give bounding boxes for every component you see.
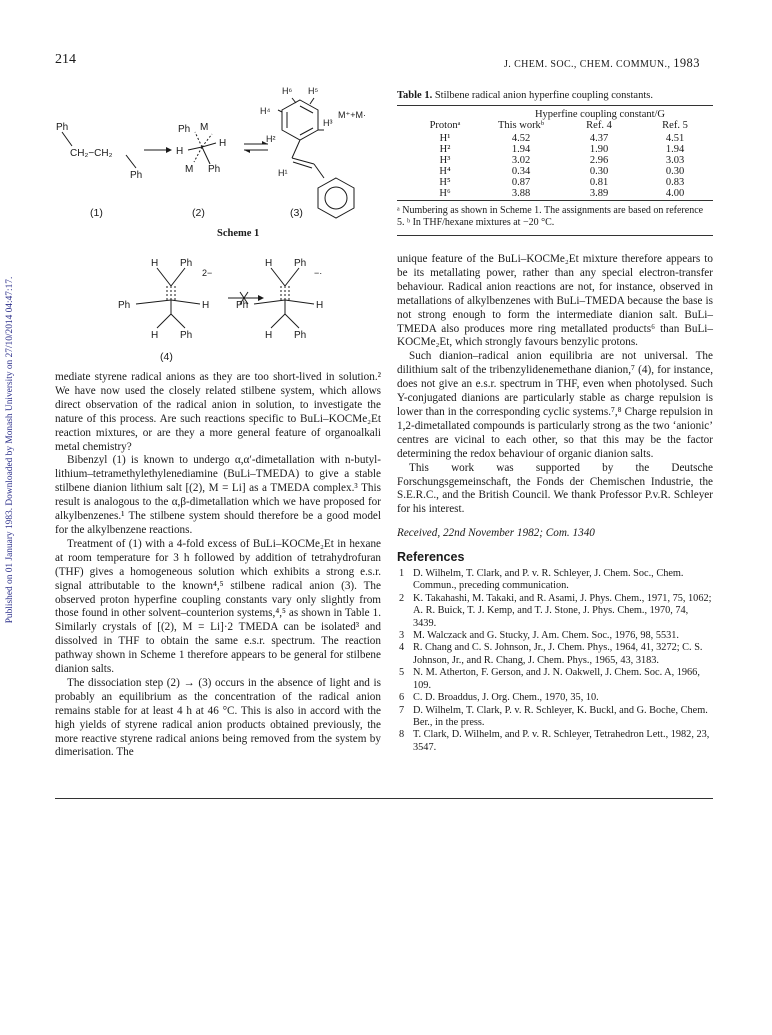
bond — [285, 314, 299, 328]
bond — [314, 164, 324, 178]
body-paragraph: Treatment of (1) with a 4-fold excess of BuLi–KOCMe₂Et in hexane at room temperature for 3 h followed by addition of tetrahydrofuran (THF) gives a homogeneous solution which exhibits a strong e.s.r. signal attributable to the known⁴,⁵ stilbene radical anion (3). The observed proton hyperfine coupling constants vary only slightly from those found in other solvent–counterion systems,⁴,⁵ as shown in Table 1. Similarly crystals of [(2), M = Li]·2 TMEDA can be isolated³ and dissolved in THF to obtain the same e.s.r. spectrum. The reaction pathway shown in Scheme 1 therefore appears to be general for stilbene dianion salts. — [55, 537, 381, 676]
h1-label: H¹ — [278, 168, 288, 178]
scheme-caption: Scheme 1 — [217, 228, 260, 239]
right-column — [397, 253, 713, 754]
bond — [310, 98, 314, 104]
table-cell: 1.94 — [511, 144, 531, 155]
body-paragraph: Such dianion–radical anion equilibria are not universal. The dilithium salt of the tribenzylidenemethane dianion,⁷ (4), for instance, does not give an e.s.r. spectrum in THF, even when photolysed. Such Y-conjugated dianions are particularly stable as charge repulsion is lower than in the corresponding cyclic systems.⁷,⁸ Charge repulsion in 1,2-dimetallated compounds is particularly strong as the two ‘anionic’ centres are vicinal to each other, so that this may be the factor determining the redox behaviour of organic dianion salts. — [397, 350, 713, 460]
m-label: M — [200, 122, 209, 133]
bond — [126, 155, 136, 168]
equilibrium-arrowhead — [244, 150, 250, 153]
table-group-header: Hyperfine coupling constant/G — [534, 109, 666, 120]
bond — [171, 314, 185, 328]
table-cell: 0.30 — [665, 166, 685, 177]
reference-number: 7 — [399, 704, 405, 716]
bond — [62, 132, 72, 146]
reference-text: D. Wilhelm, T. Clark, and P. v. R. Schleyer, J. Chem. Soc., Chem. Commun., preceding communication. — [413, 568, 684, 592]
reference-number: 5 — [399, 667, 405, 679]
h4-label: H⁴ — [260, 106, 271, 116]
running-header — [504, 56, 700, 71]
ph-label: Ph — [294, 258, 307, 269]
bond — [171, 300, 200, 304]
table-cell: H⁶ — [439, 188, 451, 199]
bond — [271, 314, 285, 328]
aromatic-circle — [325, 187, 347, 209]
ph-label: Ph — [294, 330, 307, 341]
h-label: H — [202, 300, 210, 311]
table-cell: 4.37 — [589, 133, 609, 144]
reference-item — [397, 642, 713, 667]
reference-text: C. D. Broaddus, J. Org. Chem., 1970, 35, 10. — [413, 692, 599, 704]
ph-label: Ph — [208, 164, 221, 175]
reference-number: 3 — [399, 630, 405, 642]
table-cell: 3.89 — [589, 188, 609, 199]
table-cell: H² — [439, 144, 451, 155]
h-label: H — [265, 258, 273, 269]
table-cell: 0.83 — [665, 177, 685, 188]
h-label: H — [151, 330, 159, 341]
reaction-arrowhead — [258, 295, 264, 301]
h-label: H — [176, 146, 184, 157]
benzene-ring — [318, 178, 354, 218]
bond — [157, 268, 171, 286]
reference-item — [397, 667, 713, 692]
reference-text: N. M. Atherton, F. Gerson, and J. N. Oakwell, J. Chem. Soc. A, 1966, 109. — [413, 667, 700, 691]
reference-text: M. Walczack and G. Stucky, J. Am. Chem. Soc., 1976, 98, 5531. — [413, 630, 680, 642]
page-number: 214 — [55, 52, 76, 67]
table-cell: H¹ — [439, 133, 451, 144]
received-date: Received, 22nd November 1982; Com. 1340 — [397, 527, 595, 540]
journal-year: 1983 — [673, 56, 700, 70]
ph-label: Ph — [118, 300, 131, 311]
reaction-arrowhead — [166, 147, 172, 153]
table-col-header: Protonᵃ — [429, 120, 461, 131]
table-end-rule — [397, 235, 713, 236]
counterion-label: M⁺+M· — [338, 110, 366, 120]
bond — [278, 110, 282, 112]
reference-number: 6 — [399, 692, 405, 704]
table-number: Table 1. — [397, 90, 433, 101]
ph-label: Ph — [236, 300, 249, 311]
table-cell: 4.51 — [665, 133, 685, 144]
table-col-header: Ref. 5 — [662, 120, 688, 131]
h-label: H — [265, 330, 273, 341]
table-cell: H³ — [439, 155, 451, 166]
bond — [271, 268, 285, 286]
reference-item — [397, 705, 713, 730]
table-title — [397, 90, 713, 101]
ph-label: Ph — [180, 258, 193, 269]
h3-label: H³ — [323, 118, 333, 128]
reference-item — [397, 630, 713, 642]
page-bottom-rule — [55, 798, 713, 799]
h-label: H — [316, 300, 324, 311]
reference-number: 1 — [399, 568, 405, 580]
compound-number: (1) — [90, 207, 103, 219]
bond — [188, 147, 202, 150]
bond — [136, 300, 171, 304]
table-cell: 1.90 — [589, 144, 609, 155]
h5-label: H⁵ — [308, 86, 319, 96]
table-cell: 0.81 — [589, 177, 609, 188]
bond — [157, 314, 171, 328]
scheme-1 — [52, 80, 387, 370]
compound-number: (4) — [160, 351, 173, 363]
download-watermark — [2, 230, 18, 670]
reference-item — [397, 692, 713, 704]
table-cell: 3.88 — [511, 188, 531, 199]
compound-number: (3) — [290, 207, 303, 219]
ph-label: Ph — [178, 124, 191, 135]
ph-label: Ph — [56, 122, 69, 133]
m-label: M — [185, 164, 194, 175]
bond — [195, 132, 202, 147]
left-column — [55, 371, 381, 760]
reference-item — [397, 568, 713, 593]
table-cell: H⁵ — [439, 177, 451, 188]
table-bottom-rule — [397, 200, 713, 201]
table-cell: 1.94 — [665, 144, 685, 155]
table-1 — [397, 90, 713, 236]
table-cell: 3.02 — [511, 155, 531, 166]
bond — [292, 140, 300, 158]
acknowledgements: This work was supported by the Deutsche Forschungsgemeinschaft, the Fonds der Chemischen Industrie, the S.E.R.C., and the British Council. We thank Professor P.v.R. Schleyer for his interest. — [397, 461, 713, 516]
reference-item — [397, 729, 713, 754]
references-heading: References — [397, 550, 465, 565]
table-cell: 2.96 — [589, 155, 609, 166]
references-list — [397, 568, 713, 754]
table-body — [397, 106, 713, 200]
table-cell: 3.03 — [665, 155, 685, 166]
download-watermark-text: Published on 01 January 1983. Downloaded by Monash University on 27/10/2014 04:47:17. — [5, 276, 15, 624]
table-cell: 4.52 — [511, 133, 531, 144]
scheme-1-structures — [52, 80, 387, 370]
body-paragraph: unique feature of the BuLi–KOCMe₂Et mixture therefore appears to be its metallating power, rather than any special electron-transfer behaviour. Radical anion reactions are not, for instance, observed in metallations of alkylbenzenes with BuLi–TMEDA because the base is not strong enough to form the intermediate dianion salt. BuLi–TMEDA also produces more ring metallated products⁶ than BuLi–KOCMe₂Et, which strongly favours benzylic protons. — [397, 253, 713, 349]
bond — [300, 106, 313, 113]
table-cell: 4.00 — [665, 188, 685, 199]
dianion-charge: 2− — [202, 268, 213, 278]
table-cell: H⁴ — [439, 166, 451, 177]
reference-number: 8 — [399, 729, 405, 741]
bond — [171, 268, 185, 286]
table-caption: Stilbene radical anion hyperfine coupling constants. — [432, 90, 653, 101]
bond — [285, 300, 314, 304]
reference-item — [397, 593, 713, 630]
table-cell: 0.30 — [589, 166, 609, 177]
h2-label: H² — [266, 134, 276, 144]
h-label: H — [219, 138, 227, 149]
table-col-header: Ref. 4 — [586, 120, 612, 131]
reference-number: 4 — [399, 642, 405, 654]
body-paragraph: Bibenzyl (1) is known to undergo α,α′-dimetallation with n-butyl-lithium–tetramethylethylenediamine (BuLi–TMEDA) to give a stable stilbene dianion lithium salt [(2), M = Li] as a TMEDA complex.³ This result is analogous to the α,β-dimetallation which we have proposed for alkylbenzenes.¹ The stilbene system should therefore be a good model for the alkylbenzene reactions. — [55, 454, 381, 536]
bond — [292, 98, 296, 103]
radical-anion-charge: −· — [314, 268, 323, 278]
reference-text: R. Chang and C. S. Johnson, Jr., J. Chem. Phys., 1964, 41, 3272; C. S. Johnson, Jr., and R. Chang, J. Chem. Phys., 1965, 43, 3183. — [413, 642, 703, 666]
ph-label: Ph — [130, 170, 143, 181]
body-paragraph: The dissociation step (2) → (3) occurs in the absence of light and is probably an equilibrium as the concentration of the radical anion remains stable for at least 4 h at 46 °C. This is also in accord with the high yields of styrene radical anion products obtained previously, the more reactive styrene radical anions being removed from the system by dimerisation. The — [55, 676, 381, 759]
body-paragraph: mediate styrene radical anions as they are too short-lived in solution.² We have now used the closely related stilbene system, which allows direct observation of the radical anion in solution, to investigate the nature of this process. Are such reactions specific to BuLi–KOCMe₂Et reaction mixtures, or are they a more general feature of organoalkali metal chemistry? — [55, 371, 381, 453]
bond — [285, 268, 299, 286]
h6-label: H⁶ — [282, 86, 293, 96]
table-footnote: ᵃ Numbering as shown in Scheme 1. The assignments are based on reference 5. ᵇ In THF/hexane mixtures at −20 °C. — [397, 205, 704, 228]
ph-label: Ph — [180, 330, 193, 341]
table-col-header: This workᵇ — [497, 120, 545, 131]
bond — [202, 143, 216, 147]
compound-number: (2) — [192, 207, 205, 219]
reference-text: D. Wilhelm, T. Clark, P. v. R. Schleyer, K. Buckl, and G. Boche, Chem. Ber., in the press. — [413, 704, 708, 728]
table-cell: 0.34 — [511, 166, 531, 177]
table-cell: 0.87 — [511, 177, 531, 188]
bond — [194, 147, 202, 162]
h-label: H — [151, 258, 159, 269]
ch2ch2-label: CH₂−CH₂ — [70, 148, 113, 159]
reference-text: K. Takahashi, M. Takaki, and R. Asami, J. Phys. Chem., 1971, 75, 1062; A. R. Buick, T. J. Kemp, and T. J. Stone, J. Phys. Chem., 1970, 74, 3439. — [413, 592, 712, 629]
journal-name: J. CHEM. SOC., CHEM. COMMUN., — [504, 59, 674, 70]
reference-text: T. Clark, D. Wilhelm, and P. v. R. Schleyer, Tetrahedron Lett., 1982, 23, 3547. — [413, 729, 710, 753]
bond — [202, 147, 210, 164]
reference-number: 2 — [399, 592, 405, 604]
